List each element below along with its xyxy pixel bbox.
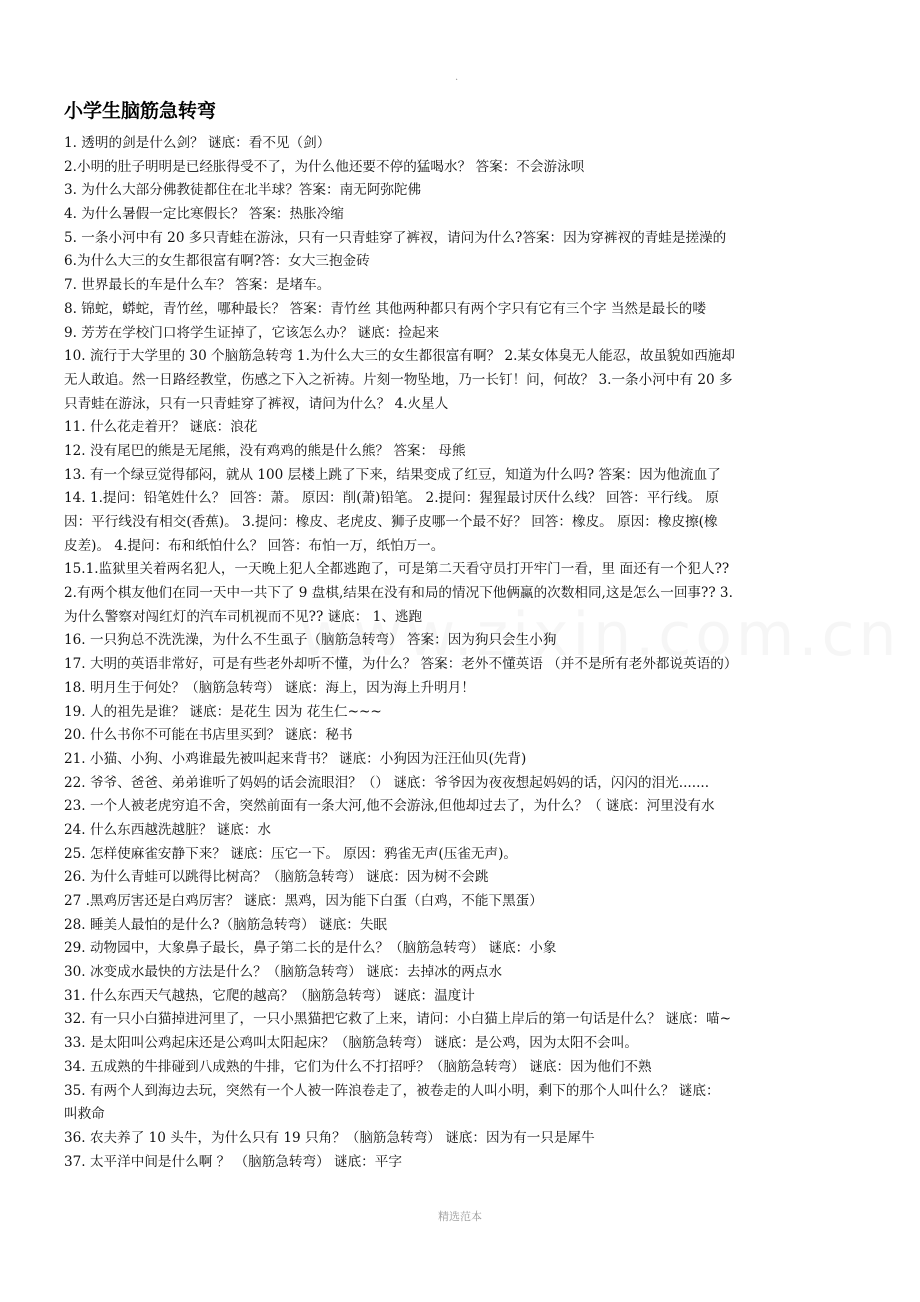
text-line: 18. 明月生于何处？（脑筋急转弯） 谜底：海上，因为海上升明月！ xyxy=(64,679,475,696)
text-line: 26. 为什么青蛙可以跳得比树高？（脑筋急转弯） 谜底：因为树不会跳 xyxy=(64,869,489,886)
header-dot: . xyxy=(455,72,459,83)
text-line: 11. 什么花走着开？ 谜底：浪花 xyxy=(64,419,258,436)
text-line: 25. 怎样使麻雀安静下来？ 谜底：压它一下。 原因：鸦雀无声(压雀无声)。 xyxy=(64,845,517,862)
text-line: 27 .黑鸡厉害还是白鸡厉害？ 谜底：黑鸡，因为能下白蛋（白鸡，不能下黑蛋） xyxy=(64,893,543,909)
text-line: 36. 农夫养了 10 头牛，为什么只有 19 只角？（脑筋急转弯） 谜底：因为有一只是犀牛 xyxy=(64,1129,595,1146)
text-line: 只青蛙在游泳，只有一只青蛙穿了裤衩，请问为什么？ 4.火星人 xyxy=(64,395,449,412)
text-line: 17. 大明的英语非常好，可是有些老外却听不懂，为什么？ 答案：老外不懂英语 （并不是所有老外都说英语的） xyxy=(64,656,738,673)
text-line: 12. 没有尾巴的熊是无尾熊，没有鸡鸡的熊是什么熊？ 答案： 母熊 xyxy=(64,442,466,459)
text-line: 因：平行线没有相交(香蕉)。 3.提问：橡皮、老虎皮、狮子皮哪一个最不好？ 回答：橡皮。 原因：橡皮擦(橡 xyxy=(64,514,718,530)
riddle-list xyxy=(64,132,856,1174)
text-line: 2.小明的肚子明明是已经胀得受不了，为什么他还要不停的猛喝水？ 答案：不会游泳呗 xyxy=(64,158,585,175)
text-line: 3. 为什么大部分佛教徒都住在北半球？答案：南无阿弥陀佛 xyxy=(64,182,422,199)
text-line: 20. 什么书你不可能在书店里买到？ 谜底：秘书 xyxy=(64,727,353,744)
text-line: 23. 一个人被老虎穷追不舍，突然前面有一条大河,他不会游泳,但他却过去了，为什么？（ 谜底：河里没有水 xyxy=(64,798,715,815)
text-line: 叫救命 xyxy=(64,1106,105,1123)
text-line: 10. 流行于大学里的 30 个脑筋急转弯 1.为什么大三的女生都很富有啊？ 2.某女体臭无人能忍，故虽貌如西施却 xyxy=(64,348,735,365)
page-footer: 精选范本 xyxy=(438,1210,482,1223)
text-line: 7. 世界最长的车是什么车？ 答案：是堵车。 xyxy=(64,277,331,294)
page-title: 小学生脑筋急转弯 xyxy=(64,100,217,122)
text-line: 34. 五成熟的牛排碰到八成熟的牛排，它们为什么不打招呼？（脑筋急转弯） 谜底：因为他们不熟 xyxy=(64,1058,652,1075)
text-line: 6.为什么大三的女生都很富有啊?答：女大三抱金砖 xyxy=(64,253,370,270)
text-line: 2.有两个棋友他们在同一天中一共下了 9 盘棋,结果在没有和局的情况下他俩赢的次数相同,这是怎么一回事?? 3. xyxy=(64,585,733,602)
text-line: 16. 一只狗总不洗洗澡，为什么不生虱子（脑筋急转弯） 答案：因为狗只会生小狗 xyxy=(64,632,557,649)
text-line: 29. 动物园中，大象鼻子最长，鼻子第二长的是什么？（脑筋急转弯） 谜底：小象 xyxy=(64,940,557,957)
text-line: 5. 一条小河中有 20 多只青蛙在游泳，只有一只青蛙穿了裤衩，请问为什么?答案：因为穿裤衩的青蛙是搓澡的 xyxy=(64,229,727,246)
text-line: 皮差)。 4.提问：布和纸怕什么？ 回答：布怕一万，纸怕万一。 xyxy=(64,537,445,554)
text-line: 33. 是太阳叫公鸡起床还是公鸡叫太阳起床？（脑筋急转弯） 谜底：是公鸡，因为太阳不会叫。 xyxy=(64,1035,639,1052)
text-line: 13. 有一个绿豆觉得郁闷，就从 100 层楼上跳了下来，结果变成了红豆，知道为什么吗? 答案：因为他流血了 xyxy=(64,466,721,483)
text-line: 32. 有一只小白猫掉进河里了，一只小黑猫把它救了上来，请问：小白猫上岸后的第一句话是什么？ 谜底：喵~ xyxy=(64,1011,731,1028)
text-line: 30. 冰变成水最快的方法是什么？（脑筋急转弯） 谜底：去掉冰的两点水 xyxy=(64,964,503,981)
text-line: 24. 什么东西越洗越脏？ 谜底：水 xyxy=(64,821,271,838)
text-line: 19. 人的祖先是谁？ 谜底：是花生 因为 花生仁~~~ xyxy=(64,703,382,720)
text-line: 28. 睡美人最怕的是什么?（脑筋急转弯） 谜底：失眠 xyxy=(64,916,388,933)
text-line: 35. 有两个人到海边去玩，突然有一个人被一阵浪卷走了，被卷走的人叫小明，剩下的那个人叫什么？ 谜底： xyxy=(64,1082,720,1099)
text-line: 15.1.监狱里关着两名犯人，一天晚上犯人全都逃跑了，可是第二天看守员打开牢门一看，里 面还有一个犯人?? xyxy=(64,561,730,578)
text-line: 无人敢追。然一日路经教堂，伤感之下入之祈祷。片刻一物坠地，乃一长钉！问，何故？ 3.一条小河中有 20 多 xyxy=(64,371,733,388)
text-line: 9. 芳芳在学校门口将学生证掉了，它该怎么办？ 谜底：捡起来 xyxy=(64,324,440,341)
text-line: 8. 锦蛇，蟒蛇，青竹丝，哪种最长？ 答案：青竹丝 其他两种都只有两个字只有它有三个字 当然是最长的喽 xyxy=(64,300,706,317)
text-line: 1. 透明的剑是什么剑？ 谜底：看不见（剑） xyxy=(64,135,331,151)
text-line: 31. 什么东西天气越热，它爬的越高？（脑筋急转弯） 谜底：温度计 xyxy=(64,987,475,1004)
text-line: 22. 爷爷、爸爸、弟弟谁听了妈妈的话会流眼泪？（） 谜底：爷爷因为夜夜想起妈妈的话，闪闪的泪光....... xyxy=(64,774,710,791)
text-line: 37. 太平洋中间是什么啊 ？ （脑筋急转弯） 谜底：平字 xyxy=(64,1153,402,1170)
text-line: 14. 1.提问：铅笔姓什么？ 回答：萧。 原因：削(萧)铅笔。 2.提问：猩猩最讨厌什么线？ 回答：平行线。 原 xyxy=(64,490,720,507)
text-line: 为什么警察对闯红灯的汽车司机视而不见?? 谜底： 1、逃跑 xyxy=(64,608,423,625)
text-line: 4. 为什么暑假一定比寒假长？ 答案：热胀冷缩 xyxy=(64,206,344,223)
text-line: 21. 小猫、小狗、小鸡谁最先被叫起来背书？ 谜底：小狗因为汪汪仙贝(先背) xyxy=(64,750,527,767)
